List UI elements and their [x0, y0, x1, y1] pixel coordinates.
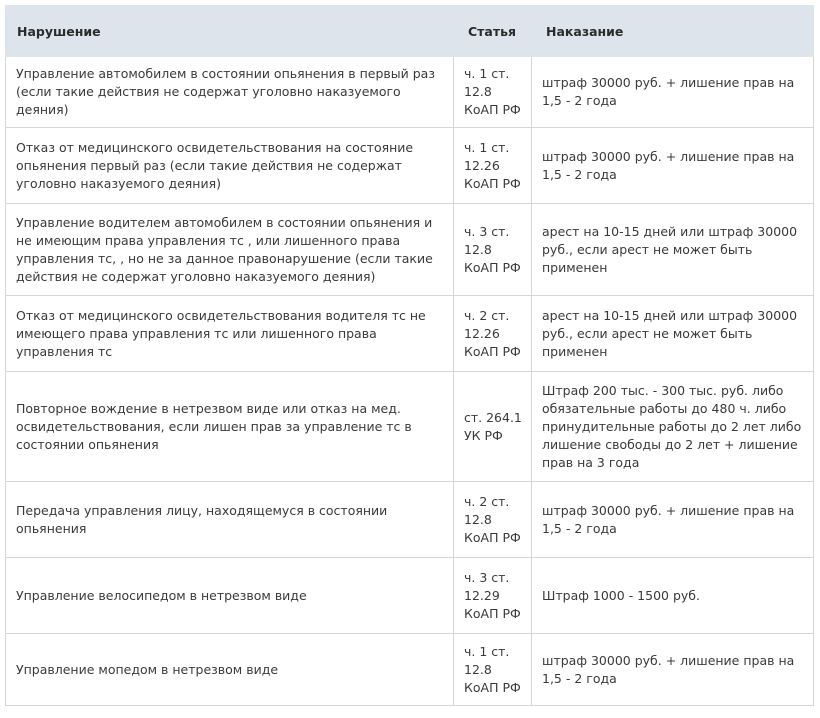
article-cell: ст. 264.1 УК РФ — [454, 372, 532, 482]
punishment-cell: штраф 30000 руб. + лишение прав на 1,5 - 2 года — [532, 57, 814, 128]
article-cell: ч. 2 ст. 12.26 КоАП РФ — [454, 296, 532, 372]
punishment-cell: арест на 10-15 дней или штраф 30000 руб., если арест не может быть применен — [532, 296, 814, 372]
violation-cell: Передача управления лицу, находящемуся в состоянии опьянения — [6, 482, 454, 558]
article-cell: ч. 1 ст. 12.26 КоАП РФ — [454, 128, 532, 204]
table-header-row — [6, 6, 814, 57]
header-punishment: Наказание — [532, 6, 814, 57]
article-cell: ч. 1 ст. 12.8 КоАП РФ — [454, 57, 532, 128]
violation-cell: Отказ от медицинского освидетельствования водителя тс не имеющего права управления тс или лишенного права управления тс — [6, 296, 454, 372]
punishment-cell: арест на 10-15 дней или штраф 30000 руб., если арест не может быть применен — [532, 204, 814, 296]
table-row — [6, 558, 814, 634]
violation-cell: Управление автомобилем в состоянии опьянения в первый раз (если такие действия не содержат уголовно наказуемого деяния) — [6, 57, 454, 128]
violation-cell: Управление велосипедом в нетрезвом виде — [6, 558, 454, 634]
header-article: Статья — [454, 6, 532, 57]
violation-cell: Управление мопедом в нетрезвом виде — [6, 634, 454, 706]
article-cell: ч. 1 ст. 12.8 КоАП РФ — [454, 634, 532, 706]
penalties-table — [5, 5, 814, 706]
article-cell: ч. 3 ст. 12.29 КоАП РФ — [454, 558, 532, 634]
violation-cell: Управление водителем автомобилем в состоянии опьянения и не имеющим права управления тс , или лишенного права управления тс, , но не за данное правонарушение (если такие действия не содержат уголовно наказуемого деяния) — [6, 204, 454, 296]
article-cell: ч. 2 ст. 12.8 КоАП РФ — [454, 482, 532, 558]
punishment-cell: штраф 30000 руб. + лишение прав на 1,5 - 2 года — [532, 482, 814, 558]
table-row — [6, 634, 814, 706]
punishment-cell: Штраф 200 тыс. - 300 тыс. руб. либо обязательные работы до 480 ч. либо принудительные работы до 2 лет либо лишение свободы до 2 лет + лишение прав на 3 года — [532, 372, 814, 482]
table-row — [6, 482, 814, 558]
punishment-cell: штраф 30000 руб. + лишение прав на 1,5 - 2 года — [532, 128, 814, 204]
punishment-cell: штраф 30000 руб. + лишение прав на 1,5 - 2 года — [532, 634, 814, 706]
violation-cell: Повторное вождение в нетрезвом виде или отказ на мед. освидетельствования, если лишен прав за управление тс в состоянии опьянения — [6, 372, 454, 482]
violation-cell: Отказ от медицинского освидетельствования на состояние опьянения первый раз (если такие действия не содержат уголовно наказуемого деяния) — [6, 128, 454, 204]
article-cell: ч. 3 ст. 12.8 КоАП РФ — [454, 204, 532, 296]
table-row — [6, 128, 814, 204]
table-row — [6, 57, 814, 128]
table-row — [6, 296, 814, 372]
table-row — [6, 204, 814, 296]
header-violation: Нарушение — [6, 6, 454, 57]
punishment-cell: Штраф 1000 - 1500 руб. — [532, 558, 814, 634]
table-row — [6, 372, 814, 482]
